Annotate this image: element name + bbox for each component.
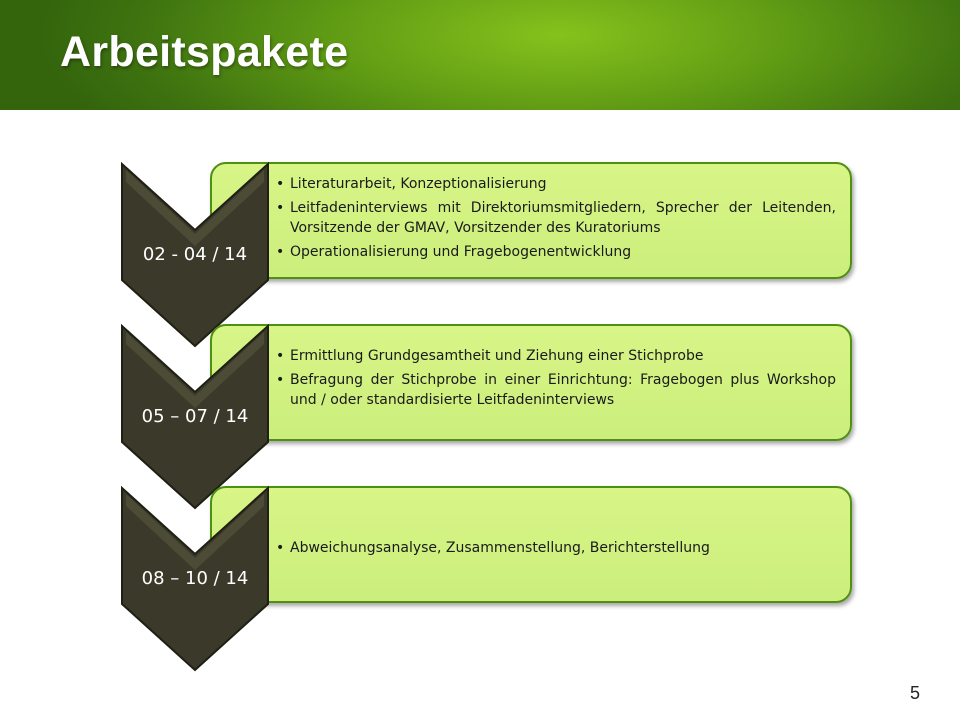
process-step-3: [0, 486, 960, 672]
slide-title: Arbeitspakete: [60, 28, 349, 76]
page-number: 5: [909, 683, 920, 703]
bullet-item: • Ermittlung Grundgesamtheit und Ziehung einer Stichprobe: [276, 346, 836, 366]
bullet-list: [276, 346, 836, 414]
date-range-label: 05 – 07 / 14: [141, 406, 249, 427]
date-range-label: 02 - 04 / 14: [142, 244, 248, 265]
title-banner: [0, 0, 960, 110]
process-step-2: [0, 324, 960, 510]
bullet-item: • Befragung der Stichprobe in einer Einrichtung: Fragebogen plus Workshop und / oder standardisierte Leitfadeninterviews: [276, 370, 836, 410]
step-content-box: [210, 162, 852, 279]
bullet-list: [276, 538, 836, 562]
bullet-item: • Operationalisierung und Fragebogenentwicklung: [276, 242, 836, 262]
bullet-item: • Abweichungsanalyse, Zusammenstellung, Berichterstellung: [276, 538, 836, 558]
bullet-item: • Literaturarbeit, Konzeptionalisierung: [276, 174, 836, 194]
step-content-box: [210, 324, 852, 441]
step-content-box: [210, 486, 852, 603]
process-step-1: [0, 162, 960, 348]
date-range-label: 08 – 10 / 14: [141, 568, 249, 589]
bullet-list: [276, 174, 836, 266]
bullet-item: • Leitfadeninterviews mit Direktoriumsmitgliedern, Sprecher der Leitenden, Vorsitzende der GMAV, Vorsitzender des Kuratoriums: [276, 198, 836, 238]
